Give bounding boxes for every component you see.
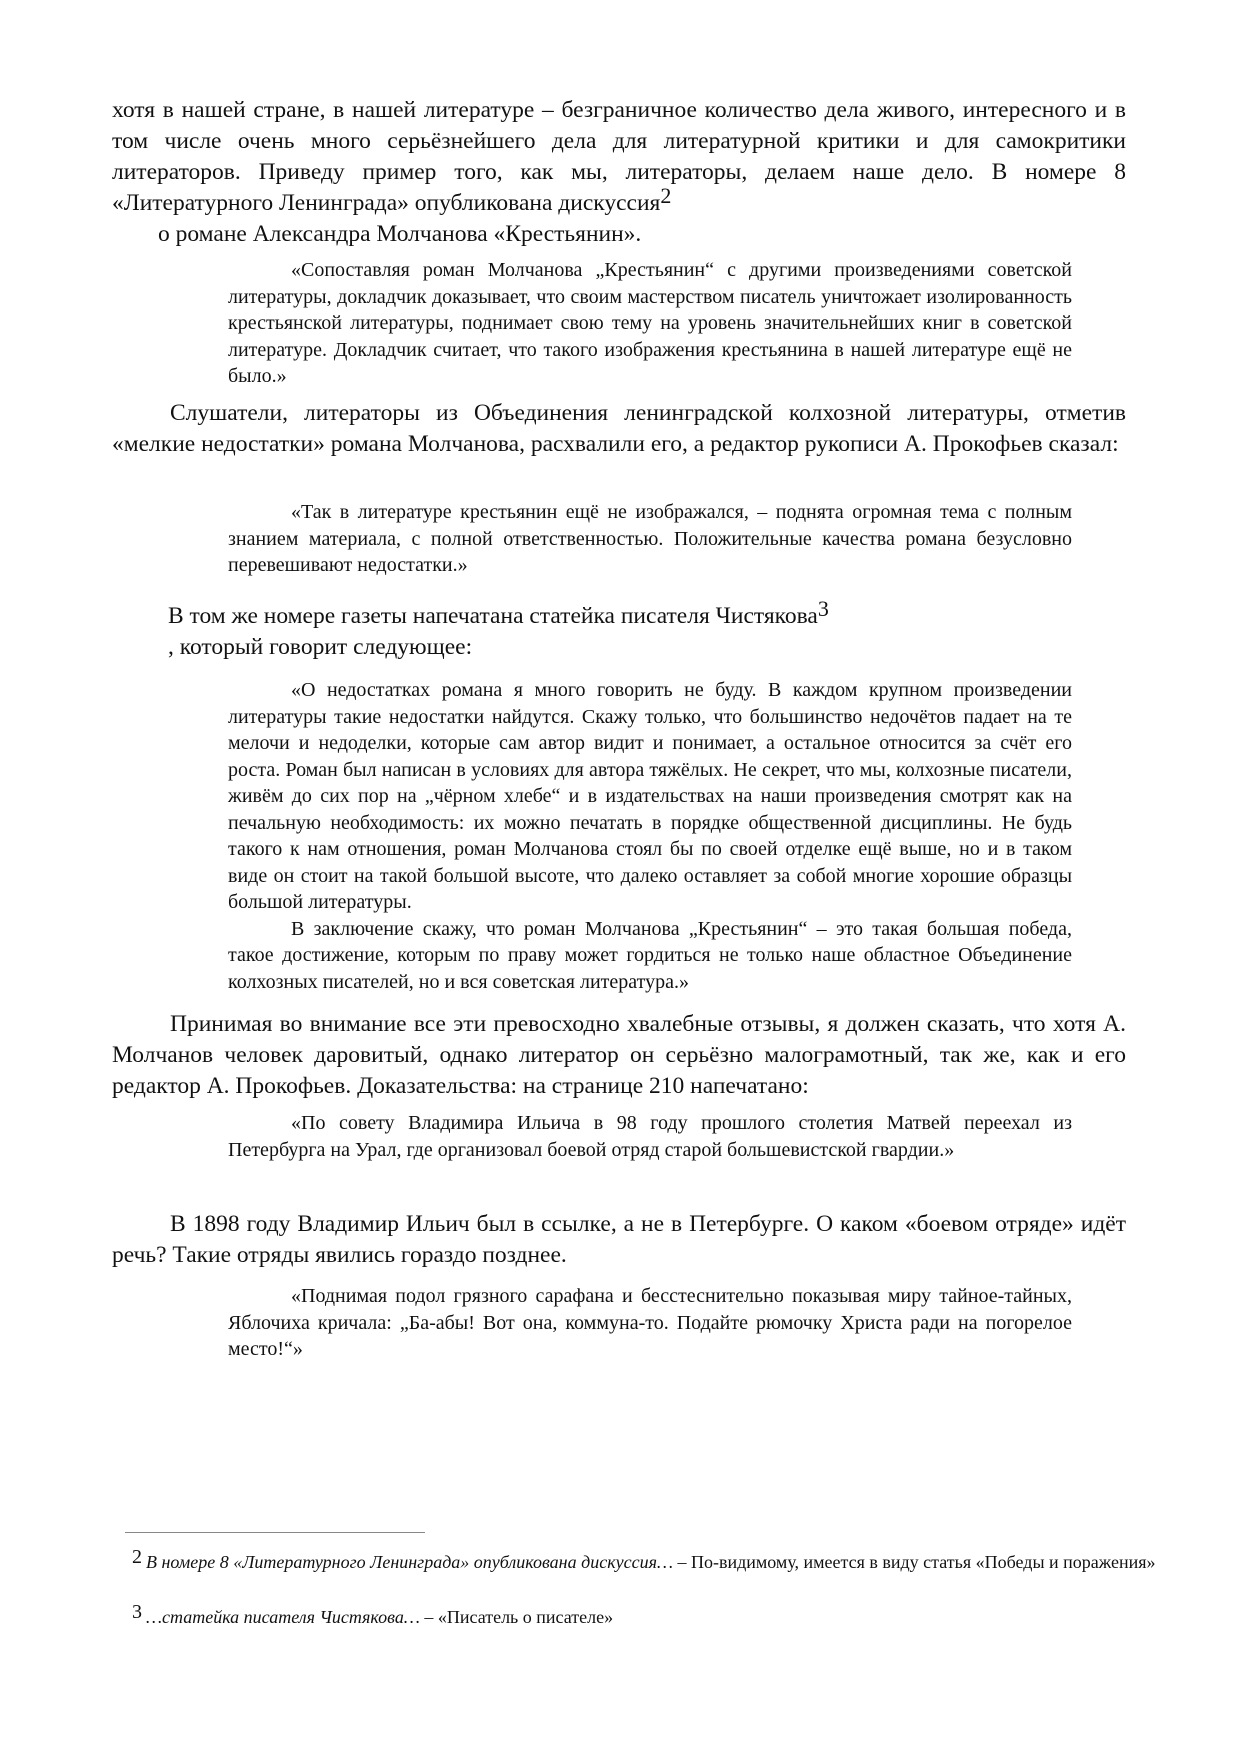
- quote-3: [228, 677, 1072, 995]
- quote-2: «Так в литературе крестьянин ещё не изображался, – поднята огромная тема с полным знанием материала, с полной ответственностью. Положительные качества романа безусловно перевешивают недостатки.»: [228, 501, 1072, 576]
- paragraph-5: В 1898 году Владимир Ильич был в ссылке, а не в Петербурге. О каком «боевом отряде» идёт речь? Такие отряды явились гораздо позднее.: [112, 1211, 1126, 1268]
- paragraph-3-continuation: , который говорит следующее:: [168, 634, 473, 660]
- footnote-ref-2[interactable]: 2: [660, 183, 672, 208]
- footnote-ref-3[interactable]: 3: [817, 596, 829, 621]
- footnote-2-text: – По-видимому, имеется в виду статья «Победы и поражения»: [672, 1552, 1156, 1572]
- paragraph-1-continuation: о романе Александра Молчанова «Крестьянин».: [158, 221, 642, 247]
- footnote-2-number: 2: [132, 1546, 142, 1568]
- paragraph-4: Принимая во внимание все эти превосходно хвалебные отзывы, я должен сказать, что хотя А. Молчанов человек даровитый, однако литератор он серьёзно малограмотный, так же, как и его редактор А. Прокофьев. Доказательства: на странице 210 напечатано:: [112, 1011, 1126, 1099]
- footnote-2: [112, 1546, 1172, 1574]
- quote-3-paragraph-2: В заключение скажу, что роман Молчанова „Крестьянин“ – это такая большая победа, такое достижение, которым по праву может гордиться не только наше областное Объединение колхозных писателей, но и вся советская литература.»: [228, 917, 1072, 993]
- footnote-3: [112, 1601, 1172, 1629]
- paragraph-2: Слушатели, литераторы из Объединения ленинградской колхозной литературы, отметив «мелкие недостатки» романа Молчанова, расхвалили его, а редактор рукописи А. Прокофьев сказал:: [112, 400, 1126, 457]
- quote-4: «По совету Владимира Ильича в 98 году прошлого столетия Матвей переехал из Петербурга на Урал, где организовал боевой отряд старой большевистской гвардии.»: [228, 1112, 1072, 1161]
- paragraph-3: [112, 596, 1126, 663]
- footnote-divider: [125, 1532, 425, 1533]
- footnote-2-italic: В номере 8 «Литературного Ленинграда» опубликована дискуссия…: [146, 1552, 673, 1572]
- quote-3-paragraph-1: «О недостатках романа я много говорить не буду. В каждом крупном произведении литературы такие недостатки найдутся. Скажу только, что большинство недочётов падает на те мелочи и недоделки, которые сам автор видит и понимает, а остальное относится за счёт его роста. Роман был написан в условиях для автора тяжёлых. Не секрет, что мы, колхозные писатели, живём до сих пор на „чёрном хлебе“ и в издательствах на наши произведения смотрят как на печальную необходимость: их можно печатать в порядке общественной дисциплины. Не будь такого к нам отношения, роман Молчанова стоял бы по своей отделке ещё выше, но и в таком виде он стоит на такой большой высоте, что далеко оставляет за собой многие хорошие образцы большой литературы.: [228, 679, 1072, 913]
- footnote-3-number: 3: [132, 1601, 142, 1623]
- quote-5: «Поднимая подол грязного сарафана и бесстеснительно показывая миру тайное-тайных, Яблочиха кричала: „Ба-абы! Вот она, коммуна-то. Подайте рюмочку Христа ради на погорелое место!“»: [228, 1285, 1072, 1360]
- quote-1: «Сопоставляя роман Молчанова „Крестьянин“ с другими произведениями советской литературы, докладчик доказывает, что своим мастерством писатель уничтожает изолированность крестьянской литературы, поднимает свою тему на уровень значительнейших книг в советской литературе. Докладчик считает, что такого изображения крестьянина в нашей литературе ещё не было.»: [228, 259, 1072, 387]
- footnote-3-text: – «Писатель о писателе»: [419, 1607, 614, 1627]
- paragraph-1-text: хотя в нашей стране, в нашей литературе – безграничное количество дела живого, интересного и в том числе очень много серьёзнейшего дела для литературной критики и для самокритики литераторов. Приведу пример того, как мы, литераторы, делаем наше дело. В номере 8 «Литературного Ленинграда» опубликована дискуссия: [112, 97, 1126, 216]
- paragraph-3-text: В том же номере газеты напечатана статейка писателя Чистякова: [168, 603, 818, 629]
- paragraph-1: [112, 95, 1126, 250]
- footnote-3-italic: …статейка писателя Чистякова…: [146, 1607, 420, 1627]
